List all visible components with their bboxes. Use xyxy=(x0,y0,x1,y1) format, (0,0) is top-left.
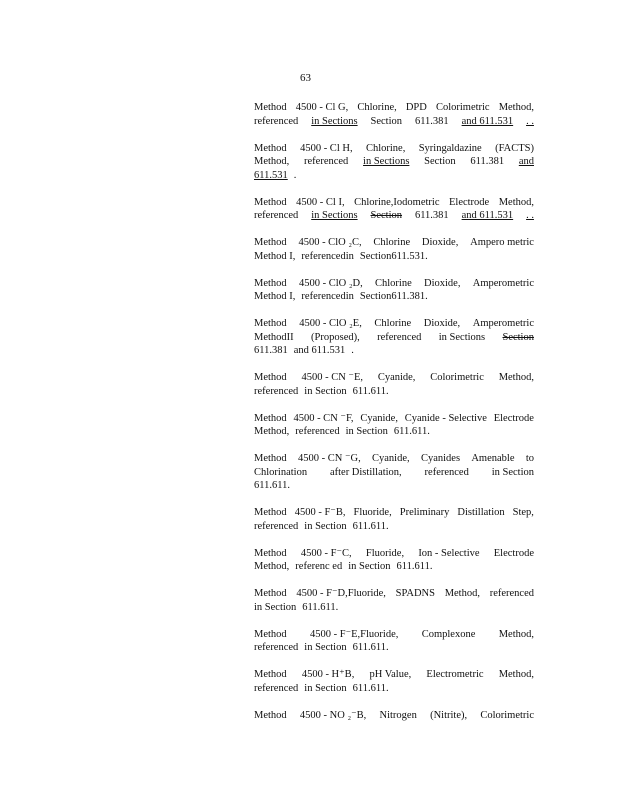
text-segment: and 611.531 xyxy=(461,115,514,127)
text-segment: Dioxide, xyxy=(421,237,459,248)
text-segment: (Nitrite), xyxy=(430,709,468,721)
entry-line xyxy=(254,169,534,183)
text-segment: Chlorine xyxy=(373,237,411,248)
text-segment: 611.611. xyxy=(254,480,290,491)
text-segment: . xyxy=(351,345,354,356)
text-segment: Method xyxy=(254,102,287,113)
text-segment: Fluoride, xyxy=(353,507,392,518)
text-segment: 611.381 xyxy=(470,156,505,167)
text-segment: referenc ed xyxy=(295,561,343,572)
text-segment: 4500 - CN ⁻E, xyxy=(301,372,364,383)
method-entry xyxy=(254,101,534,128)
method-entry xyxy=(254,317,534,358)
text-segment: 4500 - F⁻E,Fluoride, xyxy=(310,628,399,640)
text-segment: in Sections xyxy=(438,331,486,343)
entry-line xyxy=(254,479,534,493)
text-segment: 611.381 xyxy=(414,115,449,127)
entry-line xyxy=(254,155,534,169)
text-segment: Method, xyxy=(498,196,534,208)
text-segment: referenced xyxy=(377,331,422,343)
text-segment: Cyanide, xyxy=(360,412,398,424)
text-segment: in Section xyxy=(304,385,347,397)
text-segment: Electrode xyxy=(493,412,534,424)
text-segment: Electrometric xyxy=(426,669,484,680)
text-segment: 4500 - F⁻D,Fluoride, xyxy=(296,588,386,599)
entry-line xyxy=(254,115,534,129)
text-segment: in Section xyxy=(345,426,388,437)
text-segment: Chlorine, xyxy=(365,142,406,154)
text-segment: Method xyxy=(254,318,287,329)
entry-line xyxy=(254,682,534,696)
text-segment: 611.611. xyxy=(352,520,389,532)
text-segment: Method, xyxy=(498,102,534,113)
text-segment: referenced xyxy=(254,642,299,653)
text-segment: referenced xyxy=(424,466,469,478)
text-segment: Section xyxy=(370,115,403,127)
text-segment: Cyanides xyxy=(420,453,461,464)
text-segment: 611.531 xyxy=(254,169,288,181)
text-segment: Section611.531. xyxy=(359,250,428,262)
entry-line xyxy=(254,547,534,561)
text-segment: 4500 - NO ₂⁻B, xyxy=(299,709,367,721)
method-entry xyxy=(254,142,534,183)
text-segment: (Proposed), xyxy=(311,331,360,343)
text-segment: Amperometric xyxy=(472,318,534,329)
entry-line xyxy=(254,520,534,534)
entry-line xyxy=(254,466,534,480)
text-segment: Method I, xyxy=(254,250,296,262)
entry-line xyxy=(254,331,534,345)
text-segment: referenced xyxy=(254,682,299,694)
text-segment: Chlorine xyxy=(374,318,412,329)
text-segment: Cyanide, xyxy=(377,372,416,383)
entry-line xyxy=(254,412,534,426)
entry-line xyxy=(254,209,534,223)
entry-line xyxy=(254,385,534,399)
entry-line xyxy=(254,641,534,655)
text-segment: Preliminary xyxy=(399,507,450,518)
text-segment: to xyxy=(525,453,534,464)
text-segment: in Section xyxy=(304,642,347,653)
text-segment: 4500 - F⁻B, xyxy=(294,507,346,518)
text-segment: Syringaldazine xyxy=(418,142,482,154)
entry-line xyxy=(254,317,534,331)
entry-line xyxy=(254,196,534,210)
text-segment: Colorimetric xyxy=(480,709,534,721)
entry-line xyxy=(254,236,534,250)
text-segment: in Sections xyxy=(363,156,410,167)
text-segment: 611.611. xyxy=(393,426,430,437)
method-entry xyxy=(254,371,534,398)
text-segment: Chlorine xyxy=(374,277,412,289)
text-segment: 611.611. xyxy=(302,601,339,613)
text-segment: and xyxy=(518,156,534,167)
method-entry xyxy=(254,587,534,614)
method-entry xyxy=(254,506,534,533)
text-segment: 611.611. xyxy=(396,561,433,572)
text-segment: referenced xyxy=(254,385,299,397)
text-segment: Method I, xyxy=(254,291,296,302)
text-segment: Method, xyxy=(444,588,480,599)
text-segment: 611.381 xyxy=(414,210,449,221)
text-segment: referenced xyxy=(254,520,299,532)
text-segment: Colorimetric xyxy=(435,102,490,113)
text-segment: Distillation xyxy=(457,507,505,518)
text-segment: 4500 - Cl G, xyxy=(295,102,349,113)
text-segment: DPD xyxy=(405,102,427,113)
text-segment: referenced xyxy=(489,588,534,599)
text-segment: Method xyxy=(254,547,287,559)
text-segment: Cyanide - Selective xyxy=(404,412,487,424)
text-segment: 4500 - H⁺B, xyxy=(301,669,355,680)
text-segment: and 611.531 xyxy=(293,345,346,356)
text-segment: after Distillation, xyxy=(329,466,402,478)
entry-line xyxy=(254,560,534,574)
text-segment: 4500 - CN ⁻G, xyxy=(297,453,361,464)
text-segment: Electrode xyxy=(448,196,490,208)
entry-line xyxy=(254,601,534,615)
text-segment: Method, xyxy=(498,372,534,383)
text-segment: Method xyxy=(254,453,287,464)
text-segment: Chlorine, xyxy=(357,102,397,113)
entry-line xyxy=(254,101,534,115)
entry-line xyxy=(254,290,534,304)
text-segment: Section611.381. xyxy=(359,291,428,302)
text-segment: in Section xyxy=(491,466,534,478)
entry-line xyxy=(254,277,534,291)
text-segment: Method xyxy=(254,669,287,680)
entry-line xyxy=(254,668,534,682)
text-segment: Method, xyxy=(498,669,534,680)
text-segment: Method xyxy=(254,196,287,208)
text-segment: Cyanide, xyxy=(372,453,410,464)
text-segment: Method xyxy=(254,709,287,721)
text-segment: Method, xyxy=(498,628,534,640)
text-segment: SPADNS xyxy=(395,588,435,599)
text-segment: in Sections xyxy=(311,115,358,127)
text-segment: 611.611. xyxy=(352,642,389,653)
text-segment: (FACTS) xyxy=(495,142,534,154)
text-segment: referencedin xyxy=(301,250,354,262)
text-segment: 4500 - ClO ₂D, xyxy=(298,277,363,289)
text-segment: Section xyxy=(424,156,456,167)
text-segment: Chlorination xyxy=(254,466,308,478)
text-segment: in Sections xyxy=(311,210,358,221)
text-segment: Method, xyxy=(254,156,290,167)
entry-line xyxy=(254,628,534,642)
method-entry xyxy=(254,452,534,493)
text-segment: in Section xyxy=(304,520,347,532)
text-segment: Method, xyxy=(254,561,290,572)
text-segment: Method, xyxy=(254,426,290,437)
method-entry xyxy=(254,277,534,304)
entry-line xyxy=(254,587,534,601)
text-segment: Amenable xyxy=(471,453,515,464)
page-number: 63 xyxy=(300,72,311,84)
text-segment: Amperometric xyxy=(472,277,534,289)
text-segment: referenced xyxy=(254,210,299,221)
text-segment: Method xyxy=(254,142,287,154)
text-segment: Nitrogen xyxy=(379,709,417,721)
entry-line xyxy=(254,344,534,358)
entry-line xyxy=(254,425,534,439)
entry-line xyxy=(254,709,534,723)
text-segment: referenced xyxy=(304,156,349,167)
text-segment: Electrode xyxy=(493,547,534,559)
text-segment: Section xyxy=(502,331,534,343)
text-segment: Method xyxy=(254,237,287,248)
text-segment: . xyxy=(293,169,297,181)
method-entry xyxy=(254,668,534,695)
text-segment: referenced xyxy=(295,426,340,437)
text-segment: 4500 - ClO ₂C, xyxy=(298,237,362,248)
text-segment: . . xyxy=(526,115,534,127)
text-segment: Dioxide, xyxy=(423,318,461,329)
text-segment: 4500 - CN ⁻F, xyxy=(293,412,354,424)
method-reference-list xyxy=(254,101,534,736)
text-segment: . . xyxy=(526,210,534,221)
text-segment: in Section xyxy=(304,682,347,694)
text-segment: in Section xyxy=(348,561,391,572)
entry-line xyxy=(254,250,534,264)
text-segment: 611.611. xyxy=(352,385,389,397)
method-entry xyxy=(254,196,534,223)
text-segment: and 611.531 xyxy=(461,210,514,221)
text-segment: 611.611. xyxy=(352,682,389,694)
entry-line xyxy=(254,452,534,466)
text-segment: Method xyxy=(254,412,287,424)
text-segment: Section xyxy=(370,210,403,221)
text-segment: referencedin xyxy=(301,291,354,302)
entry-line xyxy=(254,142,534,156)
text-segment: Fluoride, xyxy=(365,547,405,559)
text-segment: referenced xyxy=(254,115,299,127)
text-segment: 4500 - Cl I, xyxy=(296,196,345,208)
text-segment: 4500 - ClO ₂E, xyxy=(299,318,362,329)
method-entry xyxy=(254,709,534,723)
method-entry xyxy=(254,412,534,439)
text-segment: Ion - Selective xyxy=(418,547,480,559)
text-segment: 4500 - Cl H, xyxy=(300,142,353,154)
text-segment: Method xyxy=(254,277,287,289)
text-segment: Dioxide, xyxy=(424,277,461,289)
text-segment: pH Value, xyxy=(369,669,412,680)
text-segment: Complexone xyxy=(421,628,476,640)
text-segment: in Section xyxy=(254,601,297,613)
text-segment: 4500 - F⁻C, xyxy=(300,547,352,559)
entry-line xyxy=(254,371,534,385)
text-segment: Colorimetric xyxy=(430,372,484,383)
method-entry xyxy=(254,547,534,574)
entry-line xyxy=(254,506,534,520)
text-segment: MethodII xyxy=(254,331,294,343)
text-segment: 611.381 xyxy=(254,345,288,356)
method-entry xyxy=(254,236,534,263)
text-segment: Method xyxy=(254,372,287,383)
text-segment: Method xyxy=(254,588,287,599)
text-segment: Method xyxy=(254,628,287,640)
text-segment: Step, xyxy=(512,507,534,518)
text-segment: Method xyxy=(254,507,287,518)
text-segment: Ampero metric xyxy=(470,237,534,248)
method-entry xyxy=(254,628,534,655)
text-segment: Chlorine,Iodometric xyxy=(354,196,440,208)
